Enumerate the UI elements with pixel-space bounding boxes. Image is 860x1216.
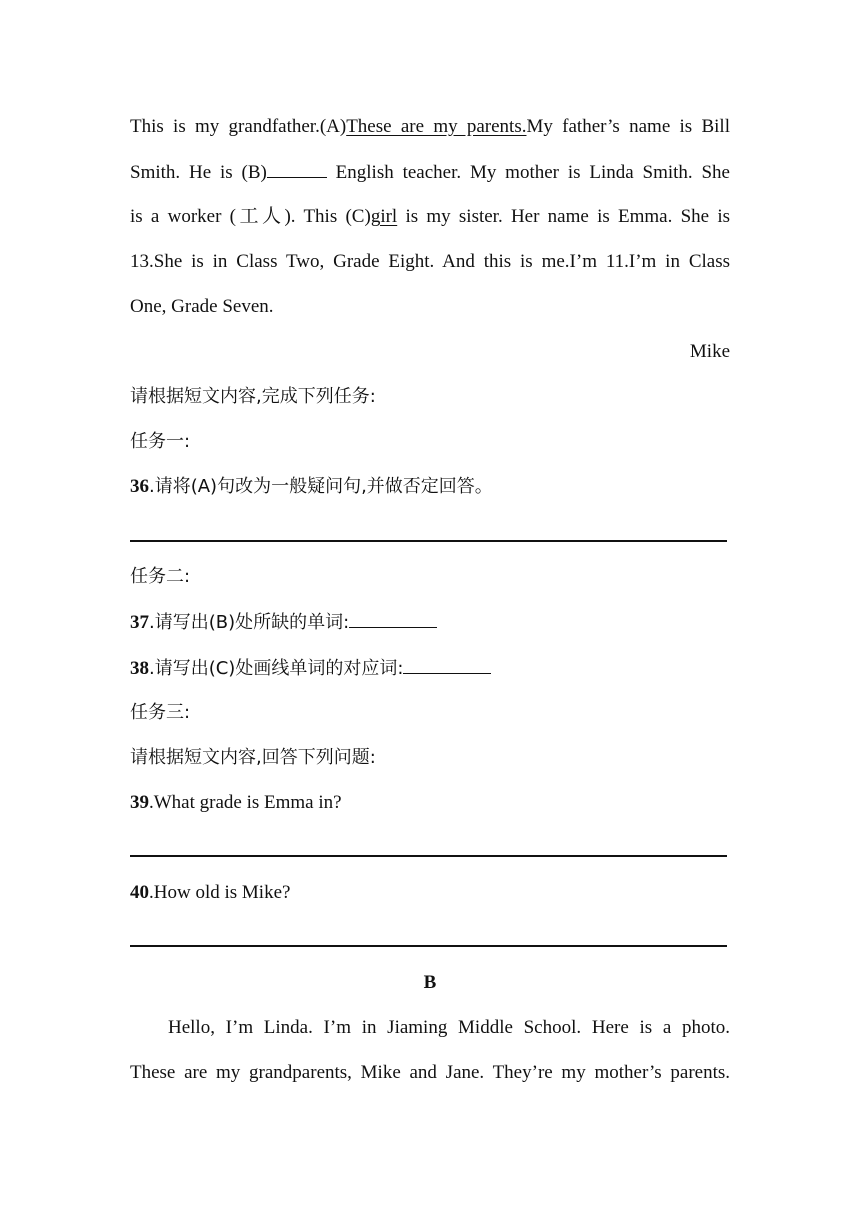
- blank-b: [267, 159, 327, 178]
- question-text: .请将(A)句改为一般疑问句,并做否定回答。: [149, 476, 493, 497]
- question-text: .How old is Mike?: [149, 882, 291, 903]
- question-39: [130, 790, 730, 816]
- answer-line-40[interactable]: [130, 945, 727, 947]
- text-segment: is my sister. Her name is Emma. She is: [397, 206, 730, 227]
- task-2-title: 任务二:: [130, 566, 191, 587]
- passage-line-4: 13.She is in Class Two, Grade Eight. And this is me.I’m 11.I’m in Class: [130, 251, 730, 272]
- text-segment: My father’s name is Bill: [526, 116, 730, 137]
- question-number: 36: [130, 476, 149, 497]
- question-number: 39: [130, 792, 149, 813]
- task-3-title: 任务三:: [130, 702, 191, 723]
- question-37: [130, 609, 730, 636]
- instruction-2: 请根据短文内容,回答下列问题:: [130, 747, 376, 768]
- question-38: [130, 655, 730, 682]
- question-number: 40: [130, 882, 149, 903]
- question-text: .请写出(C)处画线单词的对应词:: [149, 658, 404, 679]
- question-36: [130, 474, 730, 500]
- answer-line-36[interactable]: [130, 540, 727, 542]
- instruction-1: 请根据短文内容,完成下列任务:: [130, 386, 376, 407]
- passage-line-2: [130, 159, 730, 186]
- section-b-line-2: These are my grandparents, Mike and Jane. They’re my mother’s parents.: [130, 1062, 730, 1083]
- question-number: 38: [130, 658, 149, 679]
- text-segment: is a worker (工人). This (C): [130, 206, 371, 227]
- passage-line-5: One, Grade Seven.: [130, 296, 274, 317]
- section-b-heading: B: [423, 972, 437, 993]
- underlined-sentence-a: These are my parents.: [346, 116, 527, 137]
- question-number: 37: [130, 612, 149, 633]
- text-segment: This is my grandfather.(A): [130, 116, 347, 137]
- underlined-word-c: girl: [370, 206, 398, 227]
- task-1-title: 任务一:: [130, 431, 191, 452]
- passage-line-1: [130, 114, 730, 140]
- question-text: .What grade is Emma in?: [149, 792, 342, 813]
- question-40: [130, 880, 730, 906]
- section-b-line-1: Hello, I’m Linda. I’m in Jiaming Middle School. Here is a photo.: [168, 1017, 730, 1038]
- text-segment: Smith. He is (B): [130, 162, 267, 183]
- signature: Mike: [689, 341, 730, 362]
- answer-blank-38[interactable]: [403, 655, 491, 674]
- answer-line-39[interactable]: [130, 855, 727, 857]
- question-text: .请写出(B)处所缺的单词:: [149, 612, 350, 633]
- answer-blank-37[interactable]: [349, 609, 437, 628]
- passage-line-3: [130, 204, 730, 230]
- text-segment: English teacher. My mother is Linda Smith. She: [335, 162, 730, 183]
